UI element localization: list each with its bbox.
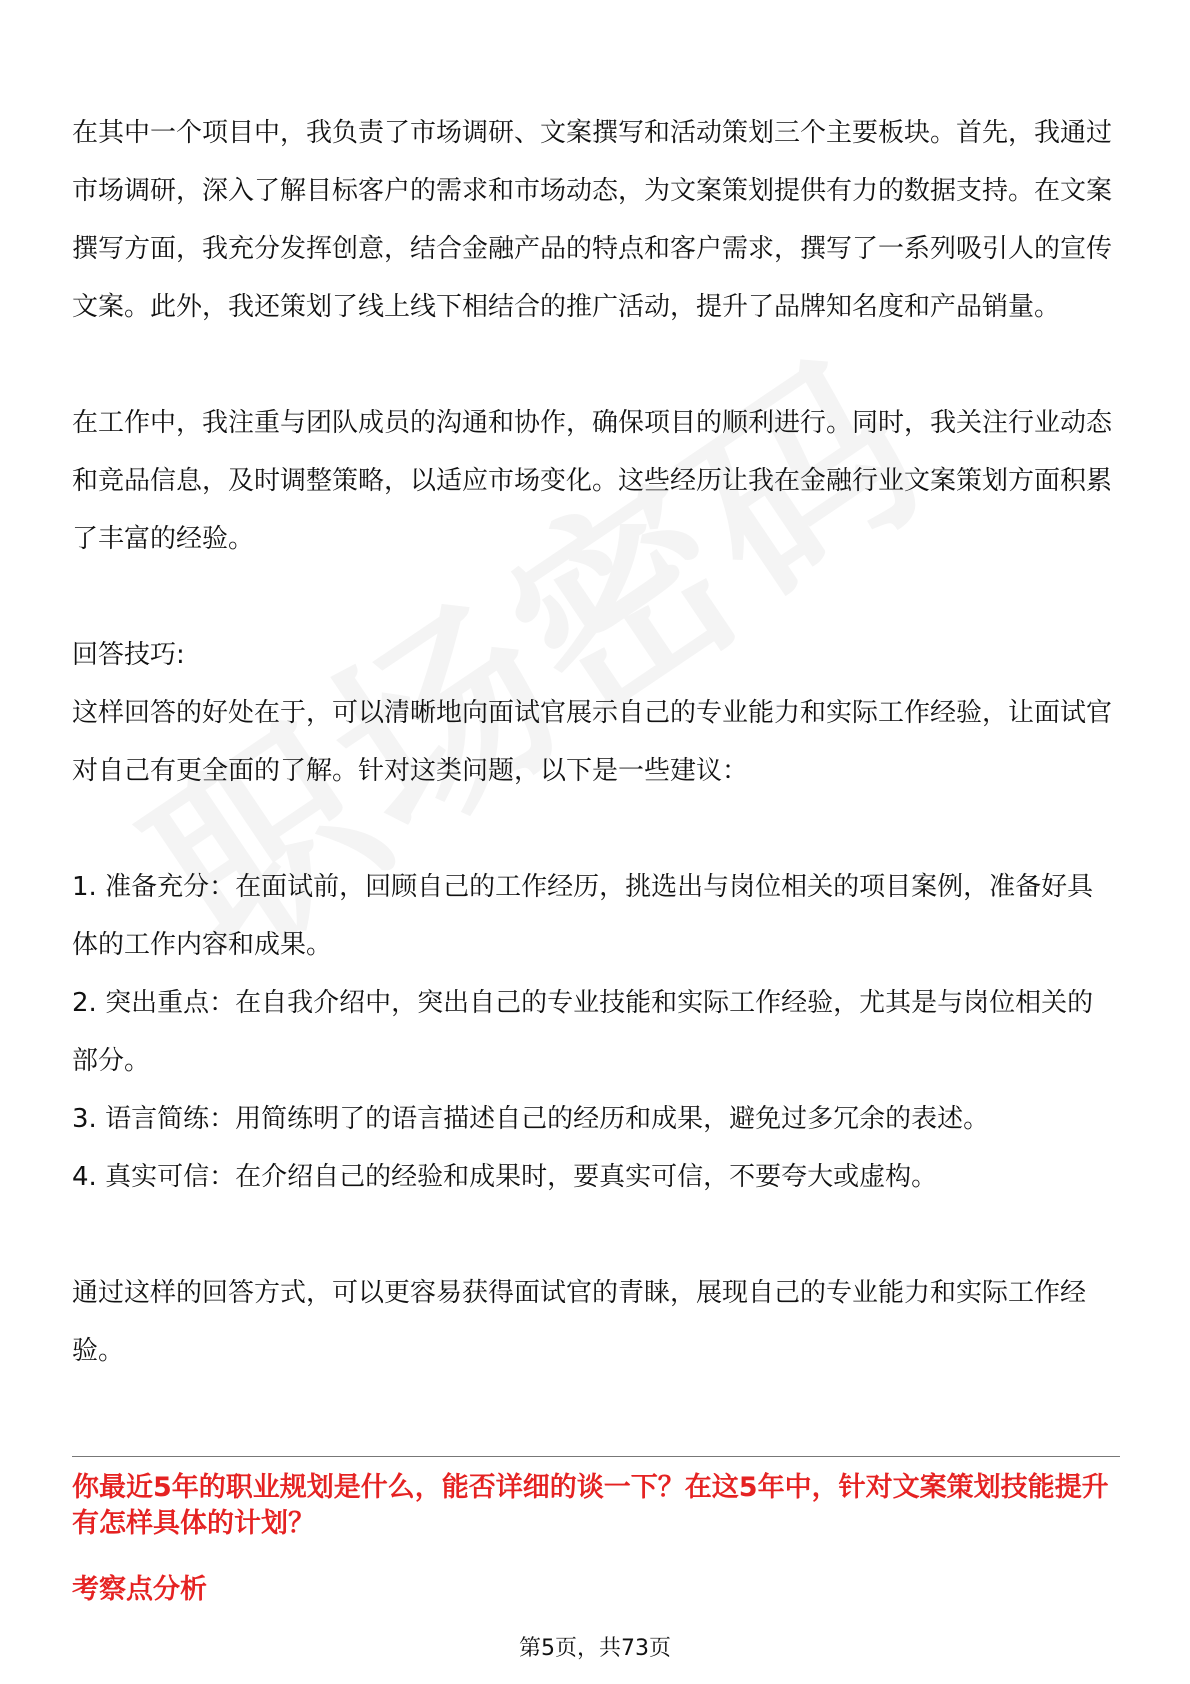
page-number: 第5页，共73页: [519, 1636, 671, 1661]
tips-intro: 这样回答的好处在于，可以清晰地向面试官展示自己的专业能力和实际工作经验，让面试官对自己有更全面的了解。针对这类问题，以下是一些建议：: [72, 698, 1113, 786]
spacer: [72, 800, 1117, 858]
document-body: [72, 104, 1117, 1380]
analysis-heading: 考察点分析: [72, 1574, 207, 1605]
tips-conclusion: 通过这样的回答方式，可以更容易获得面试官的青睐，展现自己的专业能力和实际工作经验。: [72, 1278, 1087, 1366]
list-item: 2. 突出重点：在自我介绍中，突出自己的专业技能和实际工作经验，尤其是与岗位相关的部分。: [72, 988, 1094, 1076]
spacer: [72, 1206, 1117, 1264]
tips-list: [72, 858, 1117, 1206]
spacer: [72, 568, 1117, 626]
tips-heading: 回答技巧:: [72, 640, 185, 670]
paragraph-project: 在其中一个项目中，我负责了市场调研、文案撰写和活动策划三个主要板块。首先，我通过市场调研，深入了解目标客户的需求和市场动态，为文案策划提供有力的数据支持。在文案撰写方面，我充分发挥创意，结合金融产品的特点和客户需求，撰写了一系列吸引人的宣传文案。此外，我还策划了线上线下相结合的推广活动，提升了品牌知名度和产品销量。: [72, 118, 1113, 322]
list-item: 4. 真实可信：在介绍自己的经验和成果时，要真实可信，不要夸大或虚构。: [72, 1162, 938, 1192]
list-item: 1. 准备充分：在面试前，回顾自己的工作经历，挑选出与岗位相关的项目案例，准备好具体的工作内容和成果。: [72, 872, 1094, 960]
list-item: 3. 语言简练：用简练明了的语言描述自己的经历和成果，避免过多冗余的表述。: [72, 1104, 990, 1134]
paragraph-teamwork: 在工作中，我注重与团队成员的沟通和协作，确保项目的顺利进行。同时，我关注行业动态和竞品信息，及时调整策略，以适应市场变化。这些经历让我在金融行业文案策划方面积累了丰富的经验。: [72, 408, 1113, 554]
question-heading: 你最近5年的职业规划是什么，能否详细的谈一下？在这5年中，针对文案策划技能提升有怎样具体的计划？: [72, 1472, 1109, 1539]
section-divider: [72, 1456, 1120, 1457]
spacer: [72, 336, 1117, 394]
answer-tips-section: [72, 626, 1117, 1380]
